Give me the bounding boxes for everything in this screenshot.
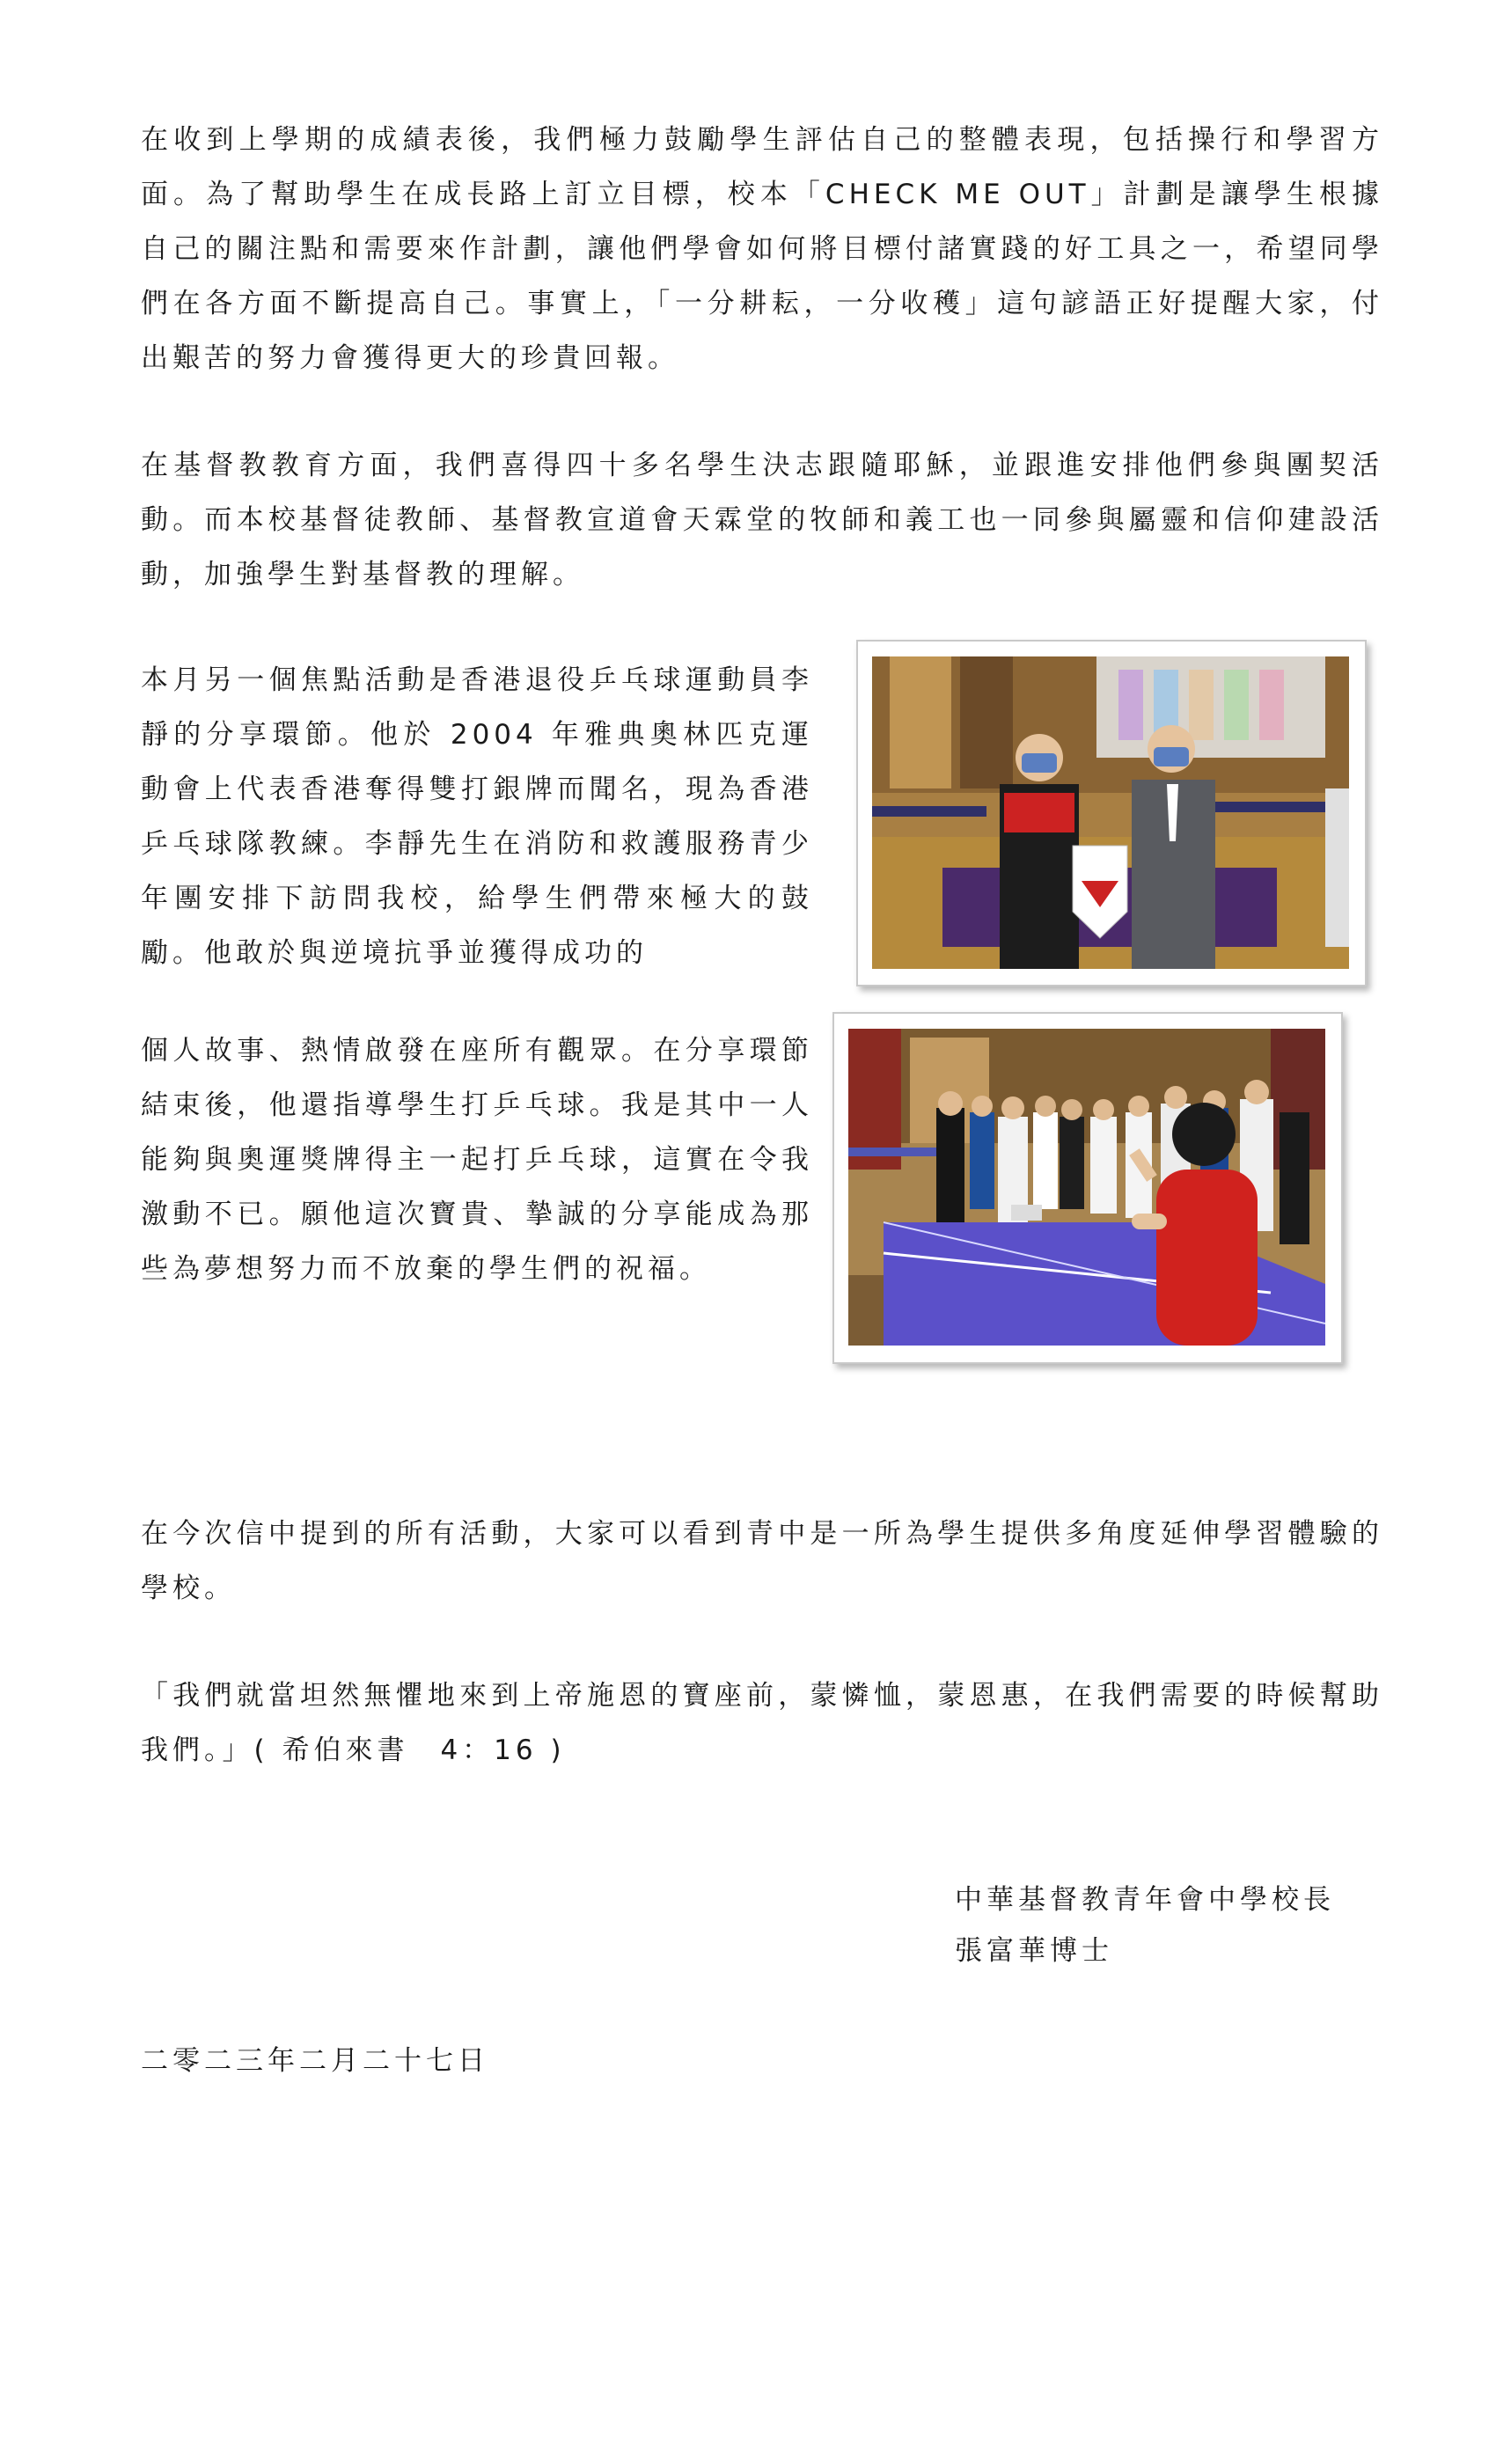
- photo-table-tennis-demonstration-image: [848, 1029, 1325, 1346]
- letter-date: 二零二三年二月二十七日: [141, 2045, 489, 2077]
- paragraph-christian-education: 在基督教教育方面，我們喜得四十多名學生決志跟隨耶穌，並跟進安排他們參與團契活動。而本校基督徒教師、基督教宣道會天霖堂的牧師和義工也一同參與屬靈和信仰建設活動，加強學生對基督教的理解。: [141, 450, 1383, 590]
- paragraph-summary: 在今次信中提到的所有活動，大家可以看到青中是一所為學生提供多角度延伸學習體驗的學校。: [141, 1518, 1383, 1604]
- photo-table-tennis-demonstration: [832, 1012, 1343, 1364]
- signature-title: 中華基督教青年會中學校長: [955, 1884, 1335, 1916]
- paragraph-focus-activity-part1: 本月另一個焦點活動是香港退役乒乓球運動員李靜的分享環節。他於 2004 年雅典奧林匹克運動會上代表香港奪得雙打銀牌而聞名，現為香港乒乓球隊教練。李靜先生在消防和救護服務青少年團安排下訪問我校，給學生們帶來極大的鼓勵。他敢於與逆境抗爭並獲得成功的: [141, 664, 813, 969]
- paragraph-scripture-quote: 「我們就當坦然無懼地來到上帝施恩的寶座前，蒙憐恤，蒙恩惠，在我們需要的時候幫助我們。」( 希伯來書 4：16 ): [141, 1680, 1383, 1766]
- photo-souvenir-presentation-image: [872, 656, 1349, 969]
- signature-name: 張富華博士: [955, 1935, 1113, 1967]
- paragraph-goals: 在收到上學期的成績表後，我們極力鼓勵學生評估自己的整體表現，包括操行和學習方面。為了幫助學生在成長路上訂立目標，校本「CHECK ME OUT」計劃是讓學生根據自己的關注點和需要來作計劃，讓他們學會如何將目標付諸實踐的好工具之一，希望同學們在各方面不斷提高自己。事實上，「一分耕耘，一分收穫」這句諺語正好提醒大家，付出艱苦的努力會獲得更大的珍貴回報。: [141, 124, 1383, 374]
- paragraph-focus-activity-part2: 個人故事、熱情啟發在座所有觀眾。在分享環節結束後，他還指導學生打乒乓球。我是其中一人能夠與奧運獎牌得主一起打乒乓球，這實在令我激動不已。願他這次寶貴、摯誠的分享能成為那些為夢想努力而不放棄的學生們的祝福。: [141, 1035, 813, 1285]
- photo-souvenir-presentation: [856, 640, 1367, 986]
